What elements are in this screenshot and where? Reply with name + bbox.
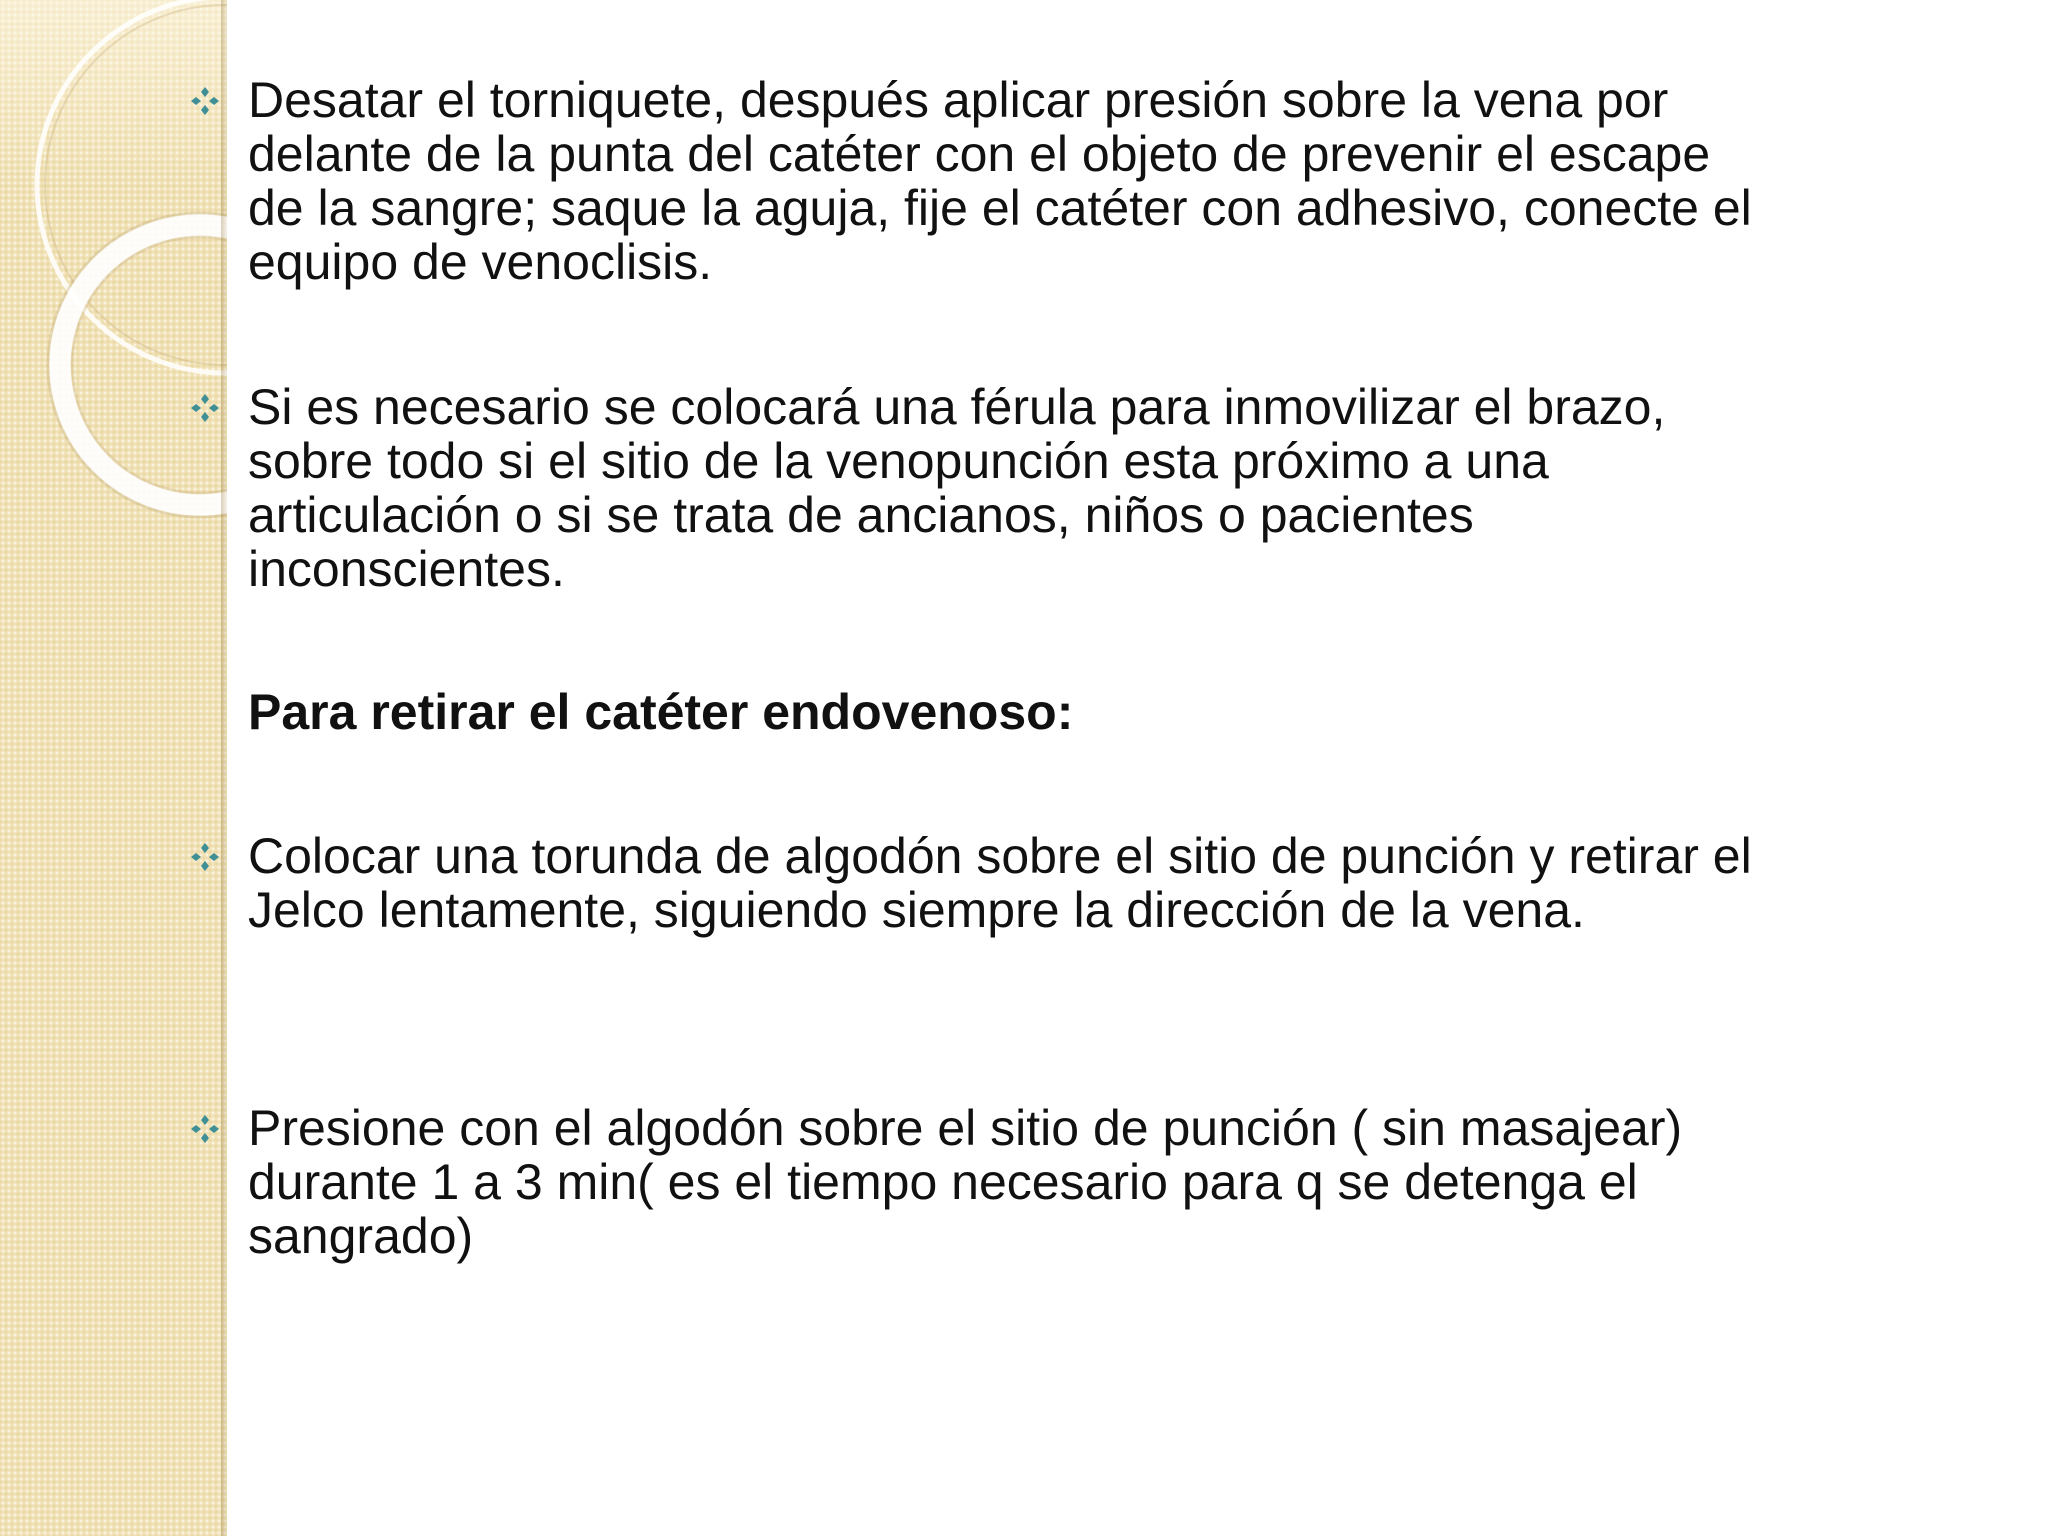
bullet-item-1 xyxy=(188,73,1988,289)
bullet-text: Colocar una torunda de algodón sobre el sitio de punción y retirar el Jelco lentamente, siguiendo siempre la dirección de la vena. xyxy=(248,828,1752,938)
bullet-text: Si es necesario se colocará una férula para inmovilizar el brazo, sobre todo si el sitio de la venopunción esta próximo a una articulación o si se trata de ancianos, niños o pacientes inconscientes. xyxy=(248,379,1666,597)
bullet-item-2 xyxy=(188,380,1988,596)
four-diamond-bullet-icon xyxy=(188,73,248,129)
bullet-item-3 xyxy=(188,829,1988,937)
bullet-text: Desatar el torniquete, después aplicar presión sobre la vena por delante de la punta del catéter con el objeto de prevenir el escape de la sangre; saque la aguja, fije el catéter con adhesivo, conecte el equipo de venoclisis. xyxy=(248,72,1752,290)
bullet-text: Presione con el algodón sobre el sitio de punción ( sin masajear) durante 1 a 3 min( es el tiempo necesario para q se detenga el sangrado) xyxy=(248,1100,1683,1264)
four-diamond-bullet-icon xyxy=(188,1101,248,1157)
section-heading: Para retirar el catéter endovenoso: xyxy=(248,684,1074,740)
four-diamond-bullet-icon xyxy=(188,380,248,436)
bullet-item-4 xyxy=(188,1101,1988,1263)
four-diamond-bullet-icon xyxy=(188,829,248,885)
